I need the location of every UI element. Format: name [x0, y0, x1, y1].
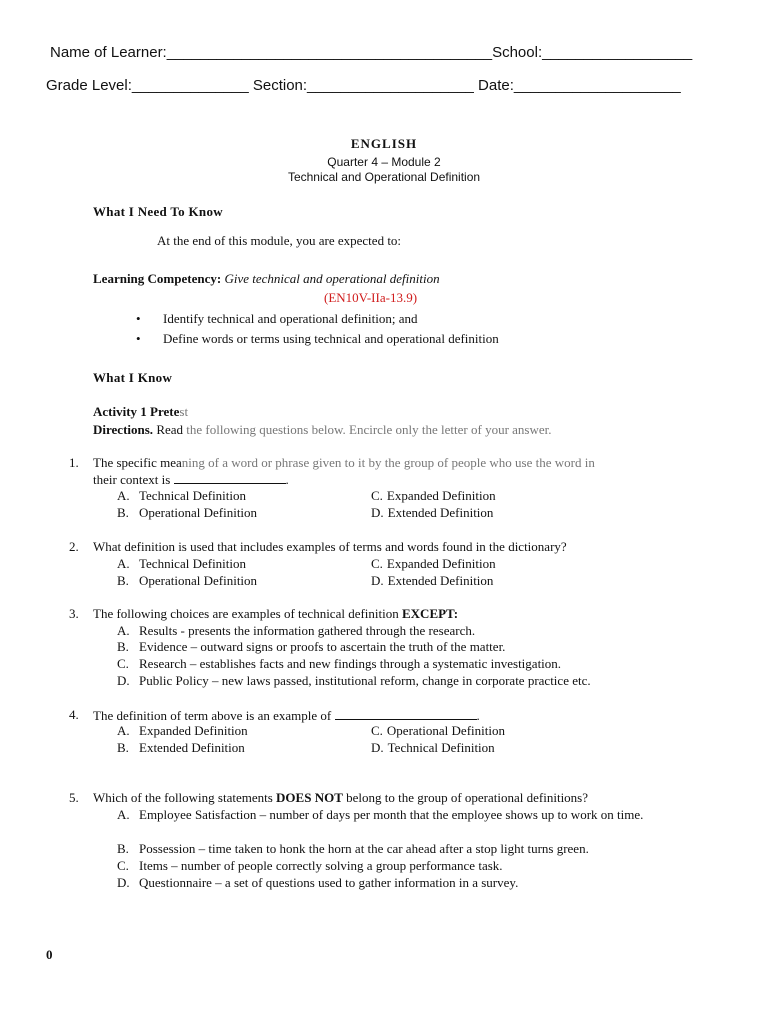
option-text: Employee Satisfaction – number of days per month that the employee shows up to work on time.: [139, 807, 644, 822]
question-end: .: [476, 708, 480, 723]
competency-label: Learning Competency:: [93, 271, 222, 286]
activity-title-faded: st: [179, 404, 189, 419]
option-letter: C.: [371, 556, 383, 571]
option-text: Expanded Definition: [386, 556, 496, 571]
question-number: 4.: [69, 707, 79, 722]
bullet-text: Define words or terms using technical and operational definition: [163, 331, 499, 346]
need-to-know-intro: At the end of this module, you are expected to:: [157, 233, 402, 248]
option-text: Evidence – outward signs or proofs to ascertain the truth of the matter.: [139, 639, 506, 654]
option-letter: D.: [117, 875, 130, 890]
option-text: Research – establishes facts and new findings through a systematic investigation.: [139, 656, 562, 671]
option-letter: B.: [117, 740, 129, 755]
directions-text-faded: the following questions below. Encircle only the letter of your answer.: [186, 422, 552, 437]
option-letter: A.: [117, 556, 130, 571]
answer-blank[interactable]: [335, 707, 477, 720]
bullet-item: [136, 331, 499, 347]
option-c[interactable]: [371, 723, 505, 739]
question-number: 3.: [69, 606, 79, 621]
answer-blank[interactable]: [174, 471, 286, 484]
option-text: Technical Definition: [139, 556, 247, 571]
option-text: Extended Definition: [387, 573, 494, 588]
question-text-faded: ning of a word or phrase given to it by the group of people who use the word in: [181, 455, 595, 470]
option-text: Expanded Definition: [139, 723, 248, 738]
question-1: [69, 455, 721, 489]
option-b[interactable]: [117, 740, 245, 756]
question-text: What definition is used that includes examples of terms and words found in the dictionary?: [93, 539, 567, 554]
option-letter: A.: [117, 723, 130, 738]
option-b[interactable]: [117, 639, 505, 655]
question-2: [69, 539, 721, 555]
subject-title: ENGLISH: [350, 136, 418, 151]
question-end: .: [285, 472, 289, 487]
bullet-text: Identify technical and operational definition; and: [163, 311, 418, 326]
option-letter: D.: [371, 740, 384, 755]
option-text: Extended Definition: [387, 505, 494, 520]
option-a[interactable]: [117, 556, 246, 572]
option-text: Operational Definition: [386, 723, 505, 738]
option-a[interactable]: [117, 488, 246, 504]
question-text: The definition of term above is an example of: [93, 708, 332, 723]
option-a[interactable]: [117, 623, 475, 639]
question-text: The following choices are examples of technical definition: [93, 606, 399, 621]
option-c[interactable]: [117, 858, 503, 874]
option-text: Public Policy – new laws passed, institutional reform, change in corporate practice etc.: [139, 673, 591, 688]
option-d[interactable]: [117, 875, 518, 891]
option-letter: B.: [117, 841, 129, 856]
need-to-know-heading: What I Need To Know: [93, 204, 223, 219]
directions: [93, 422, 552, 438]
grade-section-date-line: Grade Level:______________ Section:____________________ Date:____________________: [46, 77, 681, 94]
bullet-dot-icon: •: [136, 311, 141, 326]
option-b[interactable]: [117, 573, 257, 589]
module-topic: Technical and Operational Definition: [287, 170, 481, 184]
competency-code: (EN10V-IIa-13.9): [324, 290, 418, 305]
option-text: Operational Definition: [139, 505, 258, 520]
question-emphasis: DOES NOT: [276, 790, 343, 805]
activity-title: [93, 404, 188, 420]
question-emphasis: EXCEPT:: [402, 606, 459, 621]
option-letter: B.: [117, 505, 129, 520]
option-text: Operational Definition: [139, 573, 258, 588]
option-text: Results - presents the information gathered through the research.: [139, 623, 476, 638]
question-text-dark: The specific mea: [93, 455, 182, 470]
option-letter: C.: [371, 723, 383, 738]
question-number: 2.: [69, 539, 79, 554]
option-d[interactable]: [117, 673, 591, 689]
question-text-line2: their context is: [93, 472, 171, 487]
option-a[interactable]: [117, 807, 721, 823]
quarter-module: Quarter 4 – Module 2: [327, 155, 441, 169]
activity-title-main: Activity 1 Prete: [93, 404, 180, 419]
option-a[interactable]: [117, 723, 248, 739]
option-text: Technical Definition: [387, 740, 495, 755]
bullet-dot-icon: •: [136, 331, 141, 346]
option-d[interactable]: [371, 740, 495, 756]
question-4: [69, 707, 721, 723]
bullet-item: [136, 311, 418, 327]
what-i-know-heading: What I Know: [93, 370, 173, 385]
option-b[interactable]: [117, 505, 257, 521]
option-b[interactable]: [117, 841, 589, 857]
option-letter: B.: [117, 639, 129, 654]
question-text-before: Which of the following statements: [93, 790, 273, 805]
option-letter: B.: [117, 573, 129, 588]
option-letter: D.: [371, 573, 384, 588]
option-letter: A.: [117, 623, 130, 638]
option-text: Extended Definition: [139, 740, 245, 755]
option-d[interactable]: [371, 505, 493, 521]
option-letter: D.: [117, 673, 130, 688]
option-d[interactable]: [371, 573, 493, 589]
option-text: Possession – time taken to honk the horn at the car ahead after a stop light turns green.: [139, 841, 589, 856]
option-text: Questionnaire – a set of questions used to gather information in a survey.: [139, 875, 519, 890]
option-text: Expanded Definition: [386, 488, 496, 503]
directions-text-dark: Read: [156, 422, 184, 437]
directions-label: Directions.: [93, 422, 154, 437]
option-letter: C.: [371, 488, 383, 503]
learner-school-line: Name of Learner:_______________________________________School:__________________: [50, 44, 693, 61]
question-number: 5.: [69, 790, 79, 805]
option-letter: D.: [371, 505, 384, 520]
option-text: Technical Definition: [139, 488, 247, 503]
option-letter: A.: [117, 807, 130, 822]
option-c[interactable]: [117, 656, 561, 672]
competency-text: Give technical and operational definition: [224, 271, 440, 286]
option-letter: C.: [117, 656, 129, 671]
option-text: Items – number of people correctly solving a group performance task.: [139, 858, 503, 873]
option-letter: A.: [117, 488, 130, 503]
question-text-after: belong to the group of operational definitions?: [346, 790, 589, 805]
learning-competency: [93, 271, 440, 287]
question-number: 1.: [69, 455, 79, 470]
option-c[interactable]: [371, 556, 496, 572]
question-5: [69, 790, 721, 806]
option-c[interactable]: [371, 488, 496, 504]
option-letter: C.: [117, 858, 129, 873]
question-3: [69, 606, 721, 622]
page-number: 0: [46, 947, 53, 962]
